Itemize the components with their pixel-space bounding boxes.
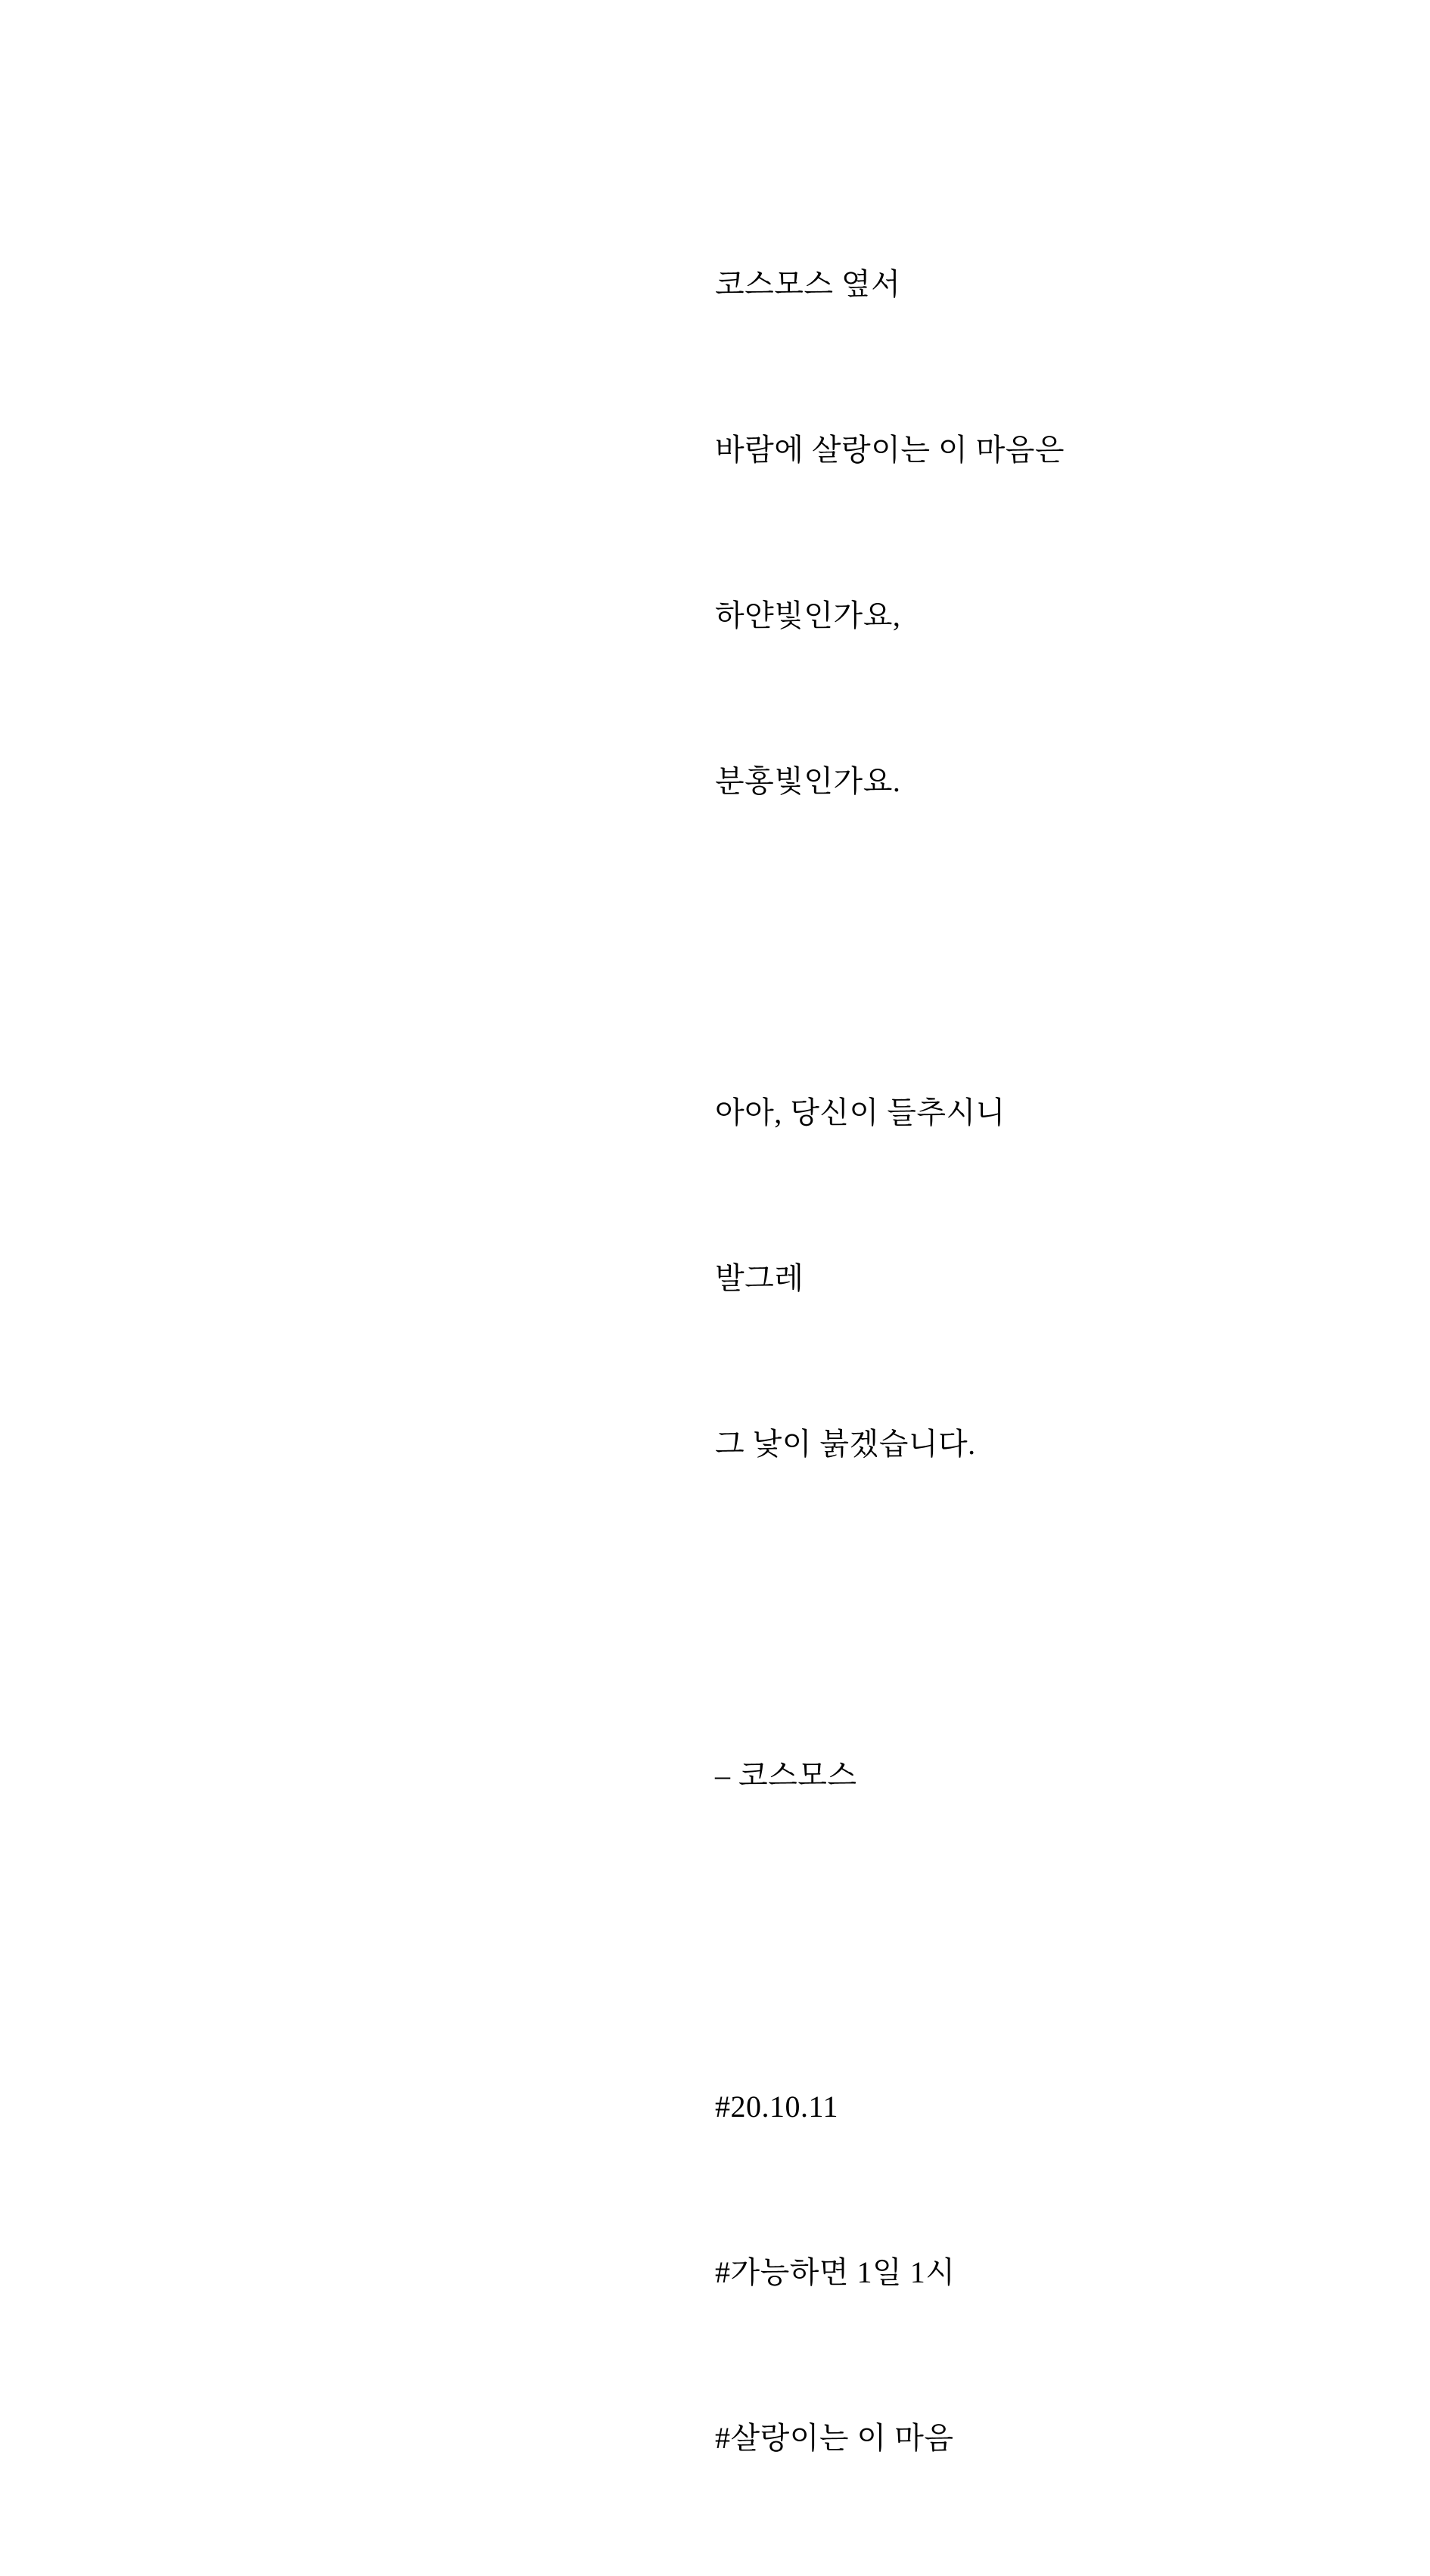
poem-line-4: 분홍빛인가요. xyxy=(715,764,901,798)
hashtag-line-3: #살랑이는 이 마음 xyxy=(715,2421,954,2455)
poem-line-1: 코스모스 옆서 xyxy=(715,267,901,301)
hashtag-line-2: #가능하면 1일 1시 xyxy=(715,2255,956,2289)
poem-signature: – 코스모스 xyxy=(715,1758,857,1792)
poem-text-block xyxy=(715,146,1065,2576)
poem-line-2: 바람에 살랑이는 이 마음은 xyxy=(715,433,1065,467)
blank-line xyxy=(715,1913,1065,1969)
poem-line-6: 발그레 xyxy=(715,1261,804,1295)
poem-line-7: 그 낯이 붉겠습니다. xyxy=(715,1427,976,1461)
blank-line xyxy=(715,1582,1065,1637)
hashtag-line-1: #20.10.11 xyxy=(715,2090,839,2124)
blank-line xyxy=(715,919,1065,974)
poem-line-3: 하얀빛인가요, xyxy=(715,598,901,632)
poem-line-5: 아아, 당신이 들추시니 xyxy=(715,1095,1006,1130)
